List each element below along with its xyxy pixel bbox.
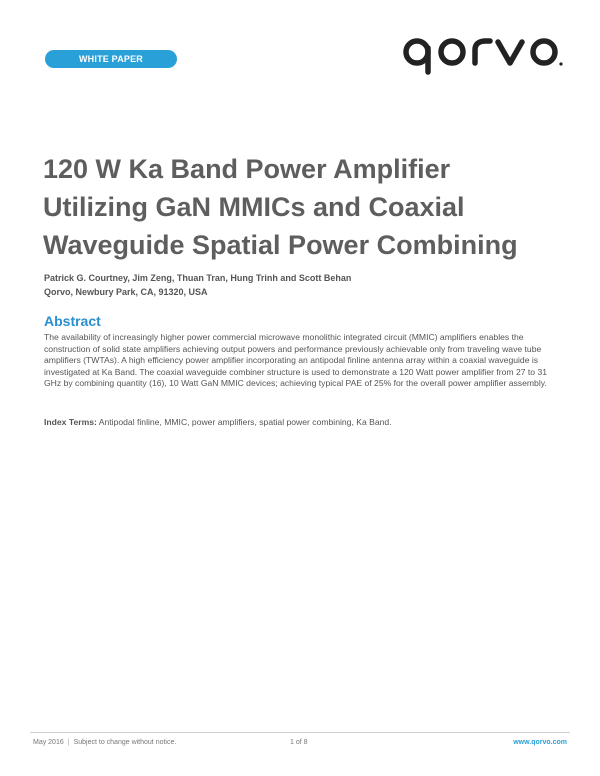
- index-terms-label: Index Terms:: [44, 417, 97, 427]
- footer-website-link[interactable]: www.qorvo.com: [513, 739, 567, 746]
- author-affiliation: Qorvo, Newbury Park, CA, 91320, USA: [44, 287, 208, 297]
- author-names: Patrick G. Courtney, Jim Zeng, Thuan Tran, Hung Trinh and Scott Behan: [44, 273, 352, 283]
- white-paper-badge: WHITE PAPER: [45, 50, 177, 68]
- title-line: Waveguide Spatial Power Combining: [43, 230, 518, 260]
- title-line: Utilizing GaN MMICs and Coaxial: [43, 192, 465, 222]
- footer-date: May 2016: [33, 739, 64, 746]
- author-block: [44, 271, 351, 299]
- footer-notice: Subject to change without notice.: [73, 739, 177, 746]
- footer-left: [33, 739, 176, 746]
- footer-separator: |: [67, 739, 70, 746]
- index-terms: [44, 417, 560, 429]
- document-title: [43, 150, 563, 264]
- qorvo-logo: [402, 34, 572, 78]
- index-terms-text: Antipodal finline, MMIC, power amplifiers, spatial power combining, Ka Band.: [98, 417, 392, 427]
- abstract-heading: Abstract: [44, 313, 101, 329]
- page-number: 1 of 8: [290, 739, 308, 746]
- title-line: 120 W Ka Band Power Amplifier: [43, 154, 451, 184]
- abstract-text: The availability of increasingly higher power commercial microwave monolithic integrated circuit (MMIC) amplifiers enables the construction of solid state amplifiers achieving output powers and performance previously achievable only from traveling wave tube amplifiers (TWTAs). A high efficiency power amplifier incorporating an antipodal finline antenna array within a coaxial waveguide is investigated at Ka Band. The coaxial waveguide combiner structure is used to demonstrate a 120 Watt power amplifier from 27 to 31 GHz by combining quantity (16), 10 Watt GaN MMIC devices; achieving typical PAE of 25% for the overall power amplifier assembly.: [44, 332, 548, 389]
- footer-divider: [30, 732, 570, 733]
